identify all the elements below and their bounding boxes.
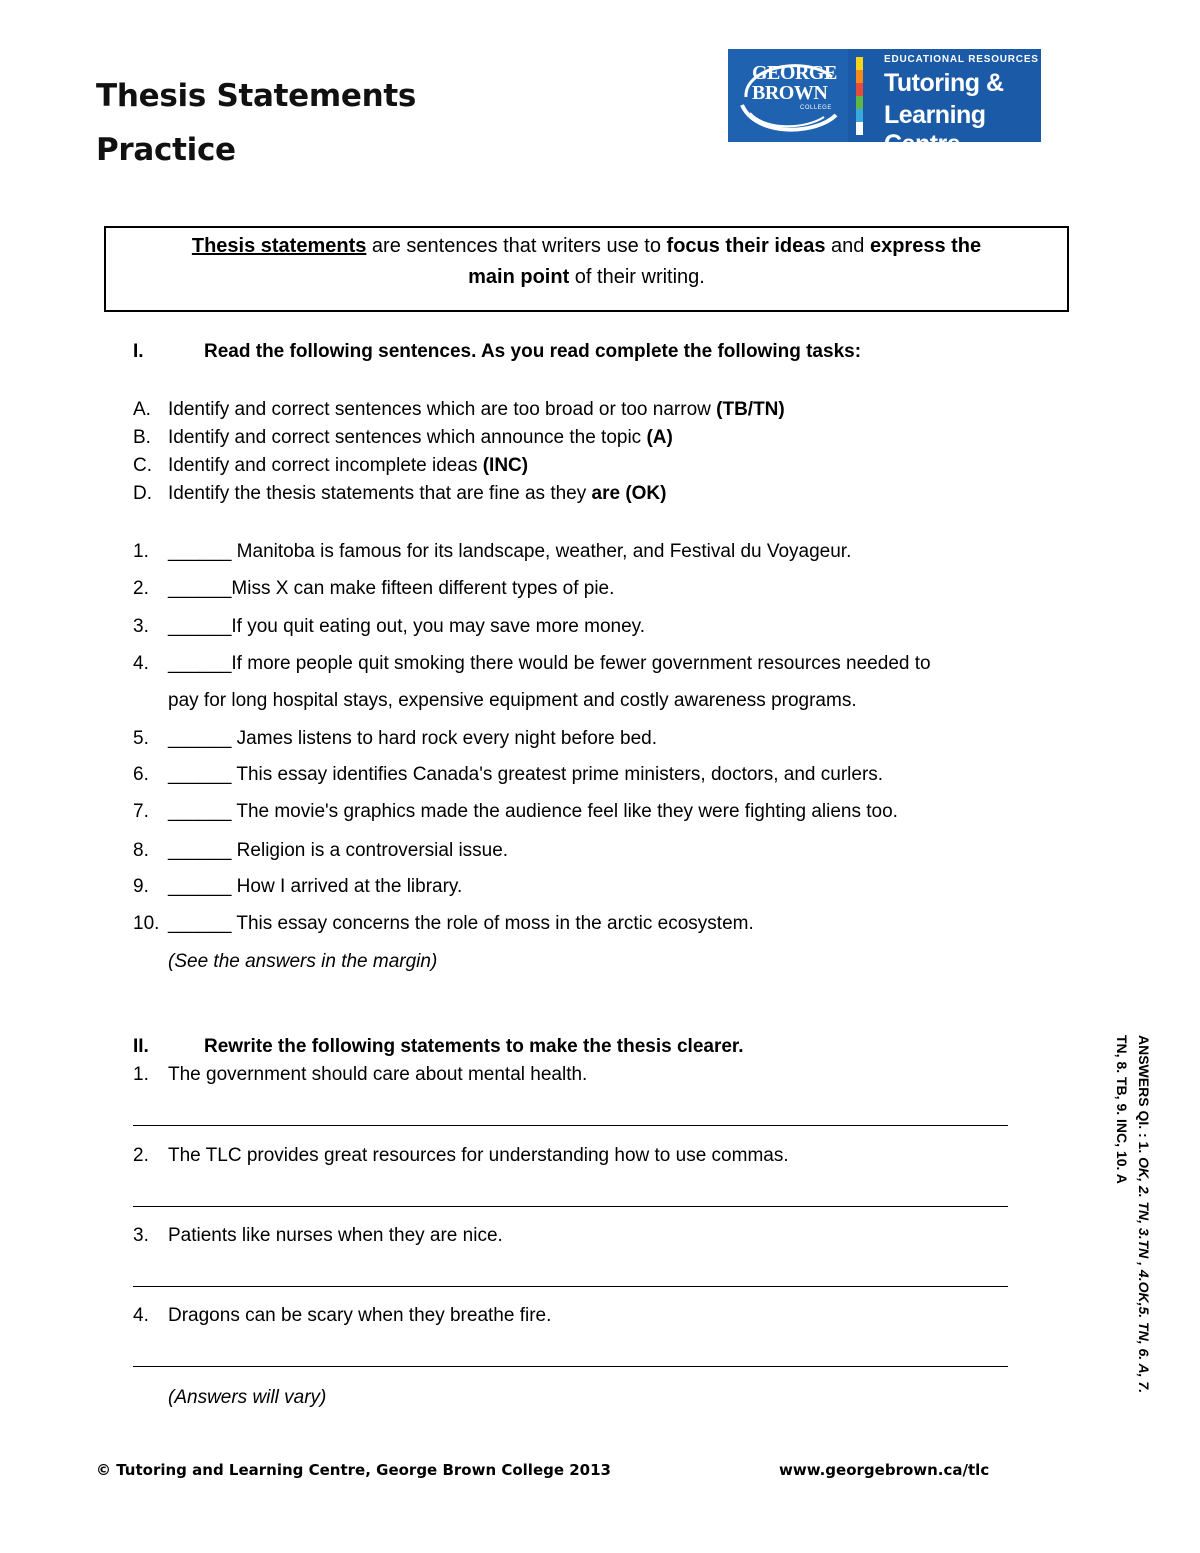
item-text: ______ This essay concerns the role of moss in the arctic ecosystem. [168,913,754,934]
definition-focus: focus their ideas [666,235,826,257]
answer-line[interactable] [133,1206,1008,1207]
definition-box [104,226,1069,312]
definition-main-point: main point [468,266,570,288]
definition-text-3: of their writing. [569,266,705,288]
item-text-continued: pay for long hospital stays, expensive equipment and costly awareness programs. [168,690,857,711]
item-text: ______ How I arrived at the library. [168,876,463,897]
section1-roman: I. [133,341,144,362]
answers-note: (See the answers in the margin) [168,951,438,972]
rewrite-number: 2. [133,1145,149,1166]
rewrite-text: Dragons can be scary when they breathe fire. [168,1305,552,1326]
item-number: 9. [133,876,149,897]
rewrite-text: The TLC provides great resources for understanding how to use commas. [168,1145,789,1166]
page-subtitle: Practice [96,132,236,168]
definition-text-1: are sentences that writers use to [366,235,667,257]
task-text: Identify the thesis statements that are fine as they are (OK) [168,483,667,504]
task-letter: C. [133,455,152,476]
task-letter: B. [133,427,151,448]
item-number: 4. [133,653,149,674]
logo-color-bars [856,57,863,135]
answer-line[interactable] [133,1125,1008,1126]
logo-tutoring: Tutoring & [884,69,1004,97]
logo-text-brown: BROWN [752,82,828,104]
footer-copyright: © Tutoring and Learning Centre, George Brown College 2013 [96,1461,611,1479]
rewrite-number: 3. [133,1225,149,1246]
task-text: Identify and correct sentences which are too broad or too narrow (TB/TN) [168,399,785,420]
page-title: Thesis Statements [96,78,417,114]
margin-answers: ANSWERS QI. : 1. OK, 2. TN, 3.TN , 4.OK,5. TN, 6. A, 7. TN, 8. TB, 9. INC, 10. A [1114,1035,1152,1394]
rewrite-text: Patients like nurses when they are nice. [168,1225,503,1246]
answer-line[interactable] [133,1366,1008,1367]
george-brown-logo [728,49,1041,158]
answer-line[interactable] [133,1286,1008,1287]
rewrite-text: The government should care about mental health. [168,1064,588,1085]
item-text: ______ This essay identifies Canada's greatest prime ministers, doctors, and curlers. [168,764,884,785]
item-text: ______ Manitoba is famous for its landscape, weather, and Festival du Voyageur. [168,541,852,562]
item-number: 3. [133,616,149,637]
item-number: 2. [133,578,149,599]
section2-roman: II. [133,1036,149,1057]
logo-educational-resources: EDUCATIONAL RESOURCES [884,54,1039,65]
logo-text-george: GEORGE [752,62,837,84]
item-number: 10. [133,913,160,934]
item-text: ______If you quit eating out, you may save more money. [168,616,646,637]
task-text: Identify and correct incomplete ideas (INC) [168,455,529,476]
task-text: Identify and correct sentences which announce the topic (A) [168,427,673,448]
item-number: 8. [133,840,149,861]
footer-url[interactable]: www.georgebrown.ca/tlc [779,1461,990,1479]
definition-term: Thesis statements [191,235,367,257]
item-text: ______ The movie's graphics made the audience feel like they were fighting aliens too. [168,801,898,822]
item-number: 5. [133,728,149,749]
logo-learning-centre: Learning Centre [884,101,986,158]
task-letter: A. [133,399,151,420]
rewrite-number: 4. [133,1305,149,1326]
item-text: ______ James listens to hard rock every night before bed. [168,728,658,749]
answers-vary-note: (Answers will vary) [168,1387,327,1408]
section1-heading: Read the following sentences. As you read complete the following tasks: [204,341,862,362]
rewrite-number: 1. [133,1064,149,1085]
logo-text-college: COLLEGE [800,105,832,111]
logo-emblem [728,49,848,142]
item-number: 7. [133,801,149,822]
item-text: ______ Religion is a controversial issue. [168,840,509,861]
task-letter: D. [133,483,152,504]
item-text: ______If more people quit smoking there would be fewer government resources needed to [168,653,931,674]
section2-heading: Rewrite the following statements to make the thesis clearer. [204,1036,744,1057]
definition-text-2: and [825,235,870,257]
item-number: 6. [133,764,149,785]
item-text: ______Miss X can make fifteen different types of pie. [168,578,615,599]
definition-express: express the [869,235,982,257]
item-number: 1. [133,541,149,562]
